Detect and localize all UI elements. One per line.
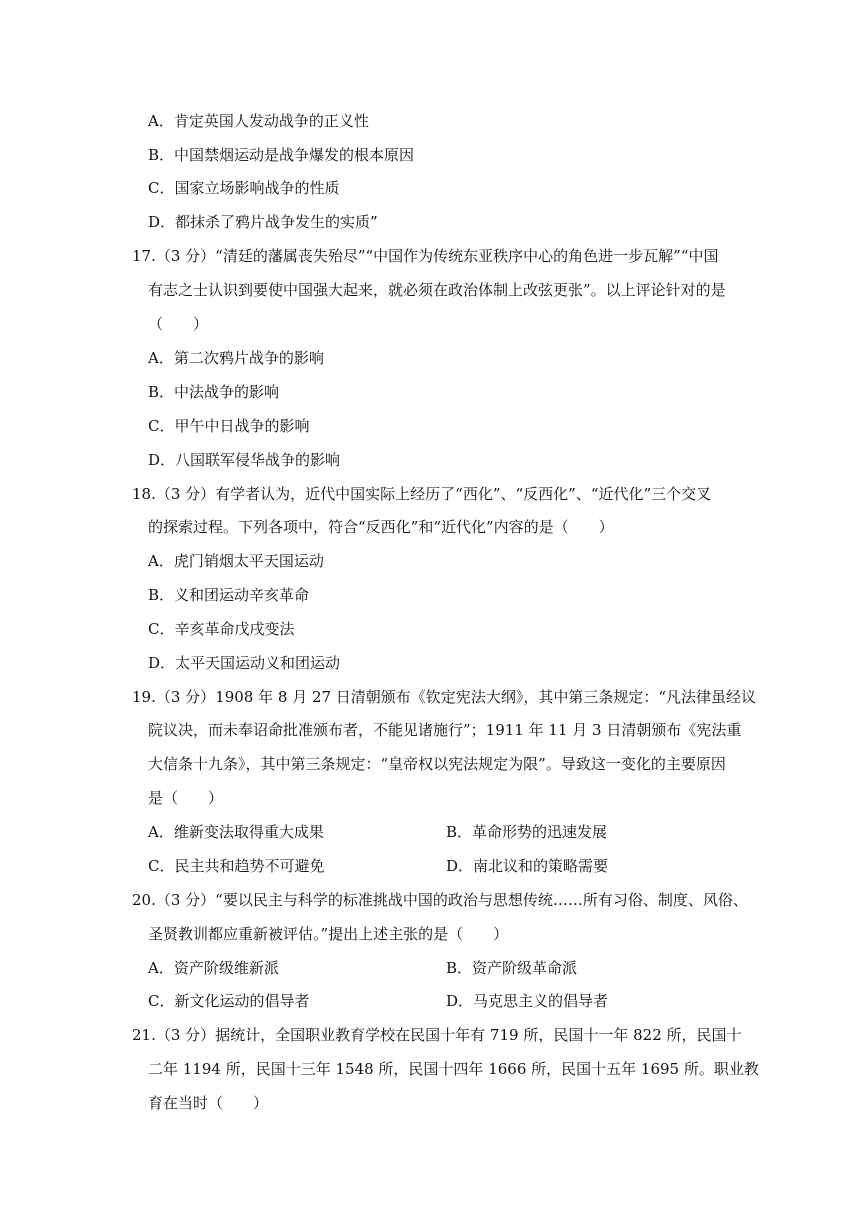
q18-option-a: A．虎门销烟太平天国运动 bbox=[148, 552, 324, 570]
q20-option-a: A．资产阶级维新派 bbox=[148, 959, 279, 977]
q20-option-d: D．马克思主义的倡导者 bbox=[446, 992, 609, 1010]
q16-option-b: B．中国禁烟运动是战争爆发的根本原因 bbox=[148, 146, 415, 164]
q20-stem-line-2: 圣贤教训都应重新被评估。”提出上述主张的是（ ） bbox=[148, 925, 509, 943]
q20-option-c: C．新文化运动的倡导者 bbox=[148, 992, 310, 1010]
q19-option-c: C．民主共和趋势不可避免 bbox=[148, 857, 325, 875]
q19-stem-line-2: 院议决，而未奉诏命批准颁布者，不能见诸施行”；1911 年 11 月 3 日清朝颁布《宪法重 bbox=[148, 721, 742, 739]
q17-stem-line-3: （ ） bbox=[148, 315, 209, 333]
q18-stem-line-2: 的探索过程。下列各项中，符合“反西化”和“近代化”内容的是（ ） bbox=[148, 518, 614, 536]
q18-option-c: C．辛亥革命戊戌变法 bbox=[148, 620, 295, 638]
q16-option-a: A．肯定英国人发动战争的正义性 bbox=[148, 112, 369, 130]
q19-option-b: B．革命形势的迅速发展 bbox=[446, 823, 608, 841]
q17-option-d: D．八国联军侵华战争的影响 bbox=[148, 451, 341, 469]
q19-stem-line-3: 大信条十九条》，其中第三条规定：“皇帝权以宪法规定为限”。导致这一变化的主要原因 bbox=[148, 755, 726, 773]
q20-stem-line-1: 20.（3 分）“要以民主与科学的标准挑战中国的政治与思想传统……所有习俗、制度、风俗、 bbox=[132, 891, 748, 909]
q17-stem-line-1: 17.（3 分）“清廷的藩属丧失殆尽”“中国作为传统东亚秩序中心的角色进一步瓦解”“中国 bbox=[132, 247, 719, 265]
q21-stem-line-1: 21.（3 分）据统计，全国职业教育学校在民国十年有 719 所，民国十一年 822 所，民国十 bbox=[132, 1026, 742, 1044]
q21-stem-line-3: 育在当时（ ） bbox=[148, 1094, 269, 1112]
q18-stem-line-1: 18.（3 分）有学者认为，近代中国实际上经历了“西化”、“反西化”、“近代化”三个交叉 bbox=[132, 485, 712, 503]
q17-option-a: A．第二次鸦片战争的影响 bbox=[148, 349, 324, 367]
q17-option-c: C．甲午中日战争的影响 bbox=[148, 417, 310, 435]
q19-option-d: D．南北议和的策略需要 bbox=[446, 857, 609, 875]
q16-option-d: D．都抹杀了鸦片战争发生的实质” bbox=[148, 213, 378, 231]
q18-option-b: B．义和团运动辛亥革命 bbox=[148, 586, 310, 604]
q21-stem-line-2: 二年 1194 所，民国十三年 1548 所，民国十四年 1666 所，民国十五年 1695 所。职业教 bbox=[148, 1060, 759, 1078]
q20-option-b: B．资产阶级革命派 bbox=[446, 959, 578, 977]
q19-option-a: A．维新变法取得重大成果 bbox=[148, 823, 324, 841]
q18-option-d: D．太平天国运动义和团运动 bbox=[148, 654, 341, 672]
q19-stem-line-1: 19.（3 分）1908 年 8 月 27 日清朝颁布《钦定宪法大纲》，其中第三条规定：“凡法律虽经议 bbox=[132, 688, 756, 706]
q17-stem-line-2: 有志之士认识到要使中国强大起来，就必须在政治体制上改弦更张”。以上评论针对的是 bbox=[148, 281, 726, 299]
q17-option-b: B．中法战争的影响 bbox=[148, 383, 280, 401]
q16-option-c: C．国家立场影响战争的性质 bbox=[148, 179, 340, 197]
q19-stem-line-4: 是（ ） bbox=[148, 789, 224, 807]
